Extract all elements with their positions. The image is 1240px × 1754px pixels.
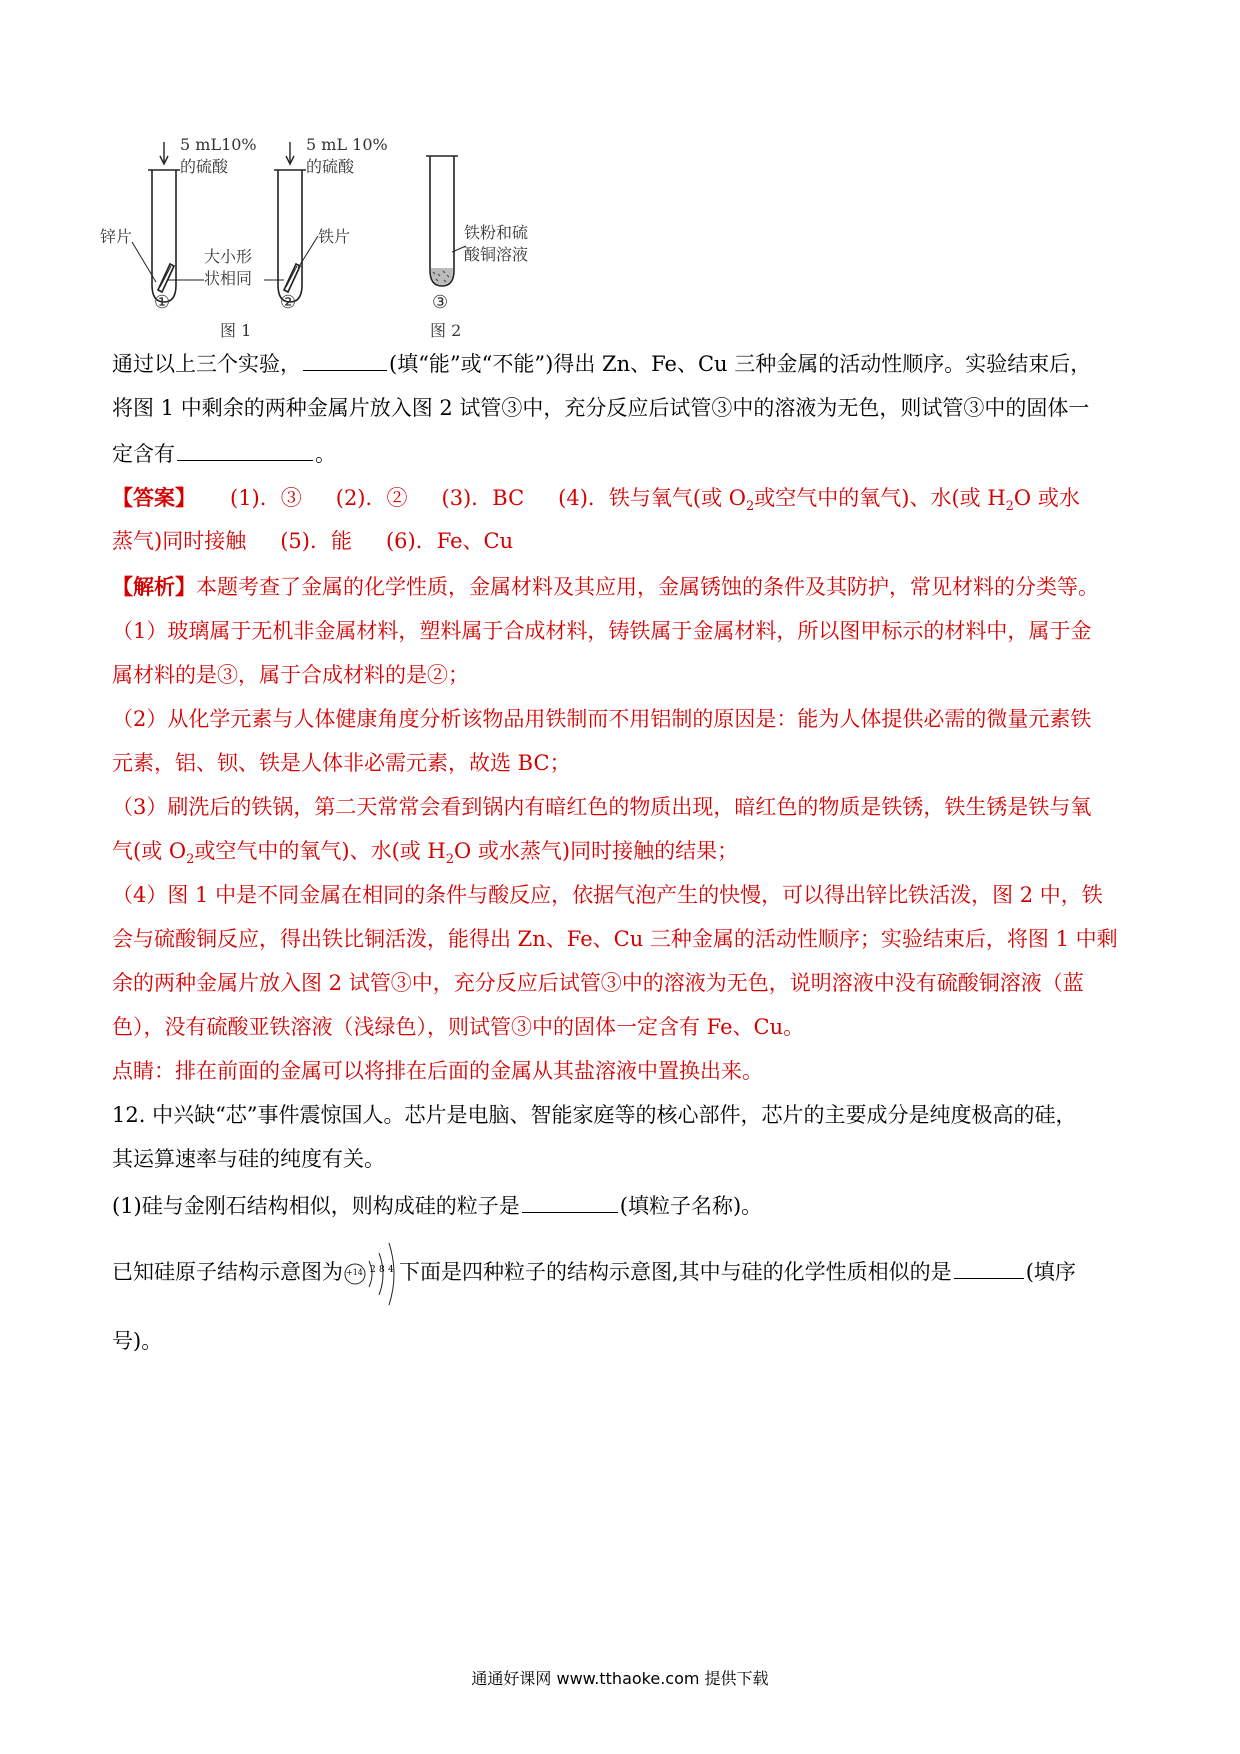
analysis-intro: [112, 572, 1132, 602]
analysis-text: 或空气中的氧气)、水(或 H: [194, 839, 446, 863]
question12-line2: 其运算速率与硅的纯度有关。: [112, 1147, 385, 1171]
analysis-tip: 点睛：排在前面的金属可以将排在后面的金属从其盐溶液中置换出来。: [112, 1059, 763, 1083]
tube2-reagent-line1: 5 mL 10%: [306, 135, 388, 154]
tube3-reagent-line2: 酸铜溶液: [464, 245, 529, 264]
analysis-p4-line3: 余的两种金属片放入图 2 试管③中，充分反应后试管③中的溶液为无色，说明溶液中没有硫酸铜溶液（蓝: [112, 971, 1084, 995]
figure1-caption: 图 1: [220, 321, 252, 340]
answer-item: (4)．铁与氧气(或 O: [558, 486, 746, 510]
atom-nucleus: +14: [346, 1267, 363, 1277]
answer-item: (6)．Fe、Cu: [385, 529, 514, 553]
answer-item: (1)．③: [230, 486, 302, 510]
tube3-reagent-line1: 铁粉和硫: [464, 223, 529, 242]
analysis-tag: 【解析】: [112, 574, 196, 599]
analysis-text: 气(或 O: [112, 839, 187, 863]
analysis-p1-line1: （1）玻璃属于无机非金属材料，塑料属于合成材料，铸铁属于金属材料，所以图甲标示的材料中，属于金: [112, 619, 1092, 643]
answer-tag: 【答案】: [112, 485, 196, 510]
question-text: 。: [315, 442, 336, 466]
zinc-label: 锌片: [100, 227, 133, 246]
same-size-label: [204, 246, 252, 290]
analysis-p1-line2: 属材料的是③，属于合成材料的是②；: [112, 663, 469, 687]
answer-line-2: [112, 526, 1132, 556]
analysis-text: O 或水蒸气)同时接触的结果；: [454, 839, 739, 863]
tube2-number: ②: [280, 292, 297, 313]
analysis-p2-line1: （2）从化学元素与人体健康角度分析该物品用铁制而不用铝制的原因是：能为人体提供必需的微量元素铁: [112, 707, 1092, 731]
analysis-p2-line2: 元素，铝、钡、铁是人体非必需元素，故选 BC；: [112, 751, 571, 775]
question12-line5: 号)。: [112, 1329, 163, 1353]
subscript: 2: [745, 499, 755, 515]
question12-line3: [112, 1190, 1132, 1221]
tube1-reagent-line1: 5 mL10%: [180, 135, 257, 154]
answer-item: O 或水: [1013, 486, 1080, 510]
atom-shell-2: 8: [379, 1264, 385, 1275]
question-line-2: 将图 1 中剩余的两种金属片放入图 2 试管③中，充分反应后试管③中的溶液为无色，则试管③中的固体一: [112, 396, 1090, 420]
answer-item: (5)．能: [280, 529, 352, 553]
question-text: 下面是四种粒子的结构示意图,其中与硅的化学性质相似的是: [399, 1260, 952, 1284]
tube2-reagent-label: [306, 134, 388, 178]
analysis-p3-line2: [112, 836, 1132, 875]
tube3-number: ③: [432, 292, 449, 313]
same-size-line2: 状相同: [204, 269, 253, 288]
atom-shell-3: 4: [388, 1264, 394, 1275]
test-tube-3: [426, 156, 466, 286]
question12-line4: [112, 1256, 1132, 1289]
answer-line-1: [112, 483, 1132, 522]
subscript: 2: [186, 852, 195, 868]
atom-shell-1: 2: [370, 1264, 376, 1275]
tube1-reagent-line2: 的硫酸: [180, 157, 229, 176]
answer-item: (2)．②: [335, 486, 408, 510]
question-text: (填序: [1025, 1260, 1076, 1284]
analysis-p4-line1: （4）图 1 中是不同金属在相同的条件与酸反应，依据气泡产生的快慢，可以得出锌比铁活泼，图 2 中，铁: [112, 883, 1103, 907]
answer-item: 或空气中的氧气)、水(或 H: [754, 486, 1006, 510]
tube1-number: ①: [154, 292, 171, 313]
footer-text: 通通好课网 www.tthaoke.com 提供下载: [471, 1669, 769, 1688]
figure2-caption: 图 2: [430, 321, 462, 340]
analysis-text: 本题考查了金属的化学性质，金属材料及其应用，金属锈蚀的条件及其防护，常见材料的分类等。: [196, 575, 1099, 599]
answer-item: 蒸气)同时接触: [112, 529, 247, 553]
question-text: 定含有: [112, 442, 175, 466]
tube1-reagent-label: [180, 134, 257, 178]
subscript: 2: [445, 852, 455, 868]
question-text: 已知硅原子结构示意图为: [112, 1260, 343, 1284]
answer-blank-4[interactable]: [954, 1256, 1024, 1279]
answer-item: (3)．BC: [441, 486, 525, 510]
question-text: (填“能”或“不能”)得出 Zn、Fe、Cu 三种金属的活动性顺序。实验结束后，: [389, 352, 1092, 376]
question-text: (填粒子名称)。: [619, 1194, 763, 1218]
subscript: 2: [1005, 499, 1014, 515]
answer-blank-2[interactable]: [177, 438, 313, 461]
tube3-reagent-label: [464, 222, 528, 266]
question-text: (1)硅与金刚石结构相似，则构成硅的粒子是: [112, 1194, 520, 1218]
iron-label: 铁片: [318, 227, 351, 246]
same-size-line1: 大小形: [204, 247, 253, 266]
question-line-1: [112, 348, 1132, 379]
tube2-reagent-line2: 的硫酸: [306, 157, 355, 176]
analysis-p4-line4: 色），没有硫酸亚铁溶液（浅绿色），则试管③中的固体一定含有 Fe、Cu。: [112, 1015, 805, 1039]
question-line-3: [112, 438, 1132, 469]
analysis-p3-line1: （3）刷洗后的铁锅，第二天常常会看到锅内有暗红色的物质出现，暗红色的物质是铁锈，铁生锈是铁与氧: [112, 795, 1092, 819]
answer-blank-3[interactable]: [522, 1190, 618, 1213]
question-text: 通过以上三个实验，: [112, 352, 301, 376]
silicon-atom-diagram: [343, 1259, 399, 1289]
answer-blank-1[interactable]: [303, 348, 387, 371]
analysis-p4-line2: 会与硫酸铜反应，得出铁比铜活泼，能得出 Zn、Fe、Cu 三种金属的活动性顺序；实验结束后，将图 1 中剩: [112, 927, 1118, 951]
question12-line1: 12. 中兴缺“芯”事件震惊国人。芯片是电脑、智能家庭等的核心部件，芯片的主要成分是纯度极高的硅，: [112, 1103, 1077, 1127]
